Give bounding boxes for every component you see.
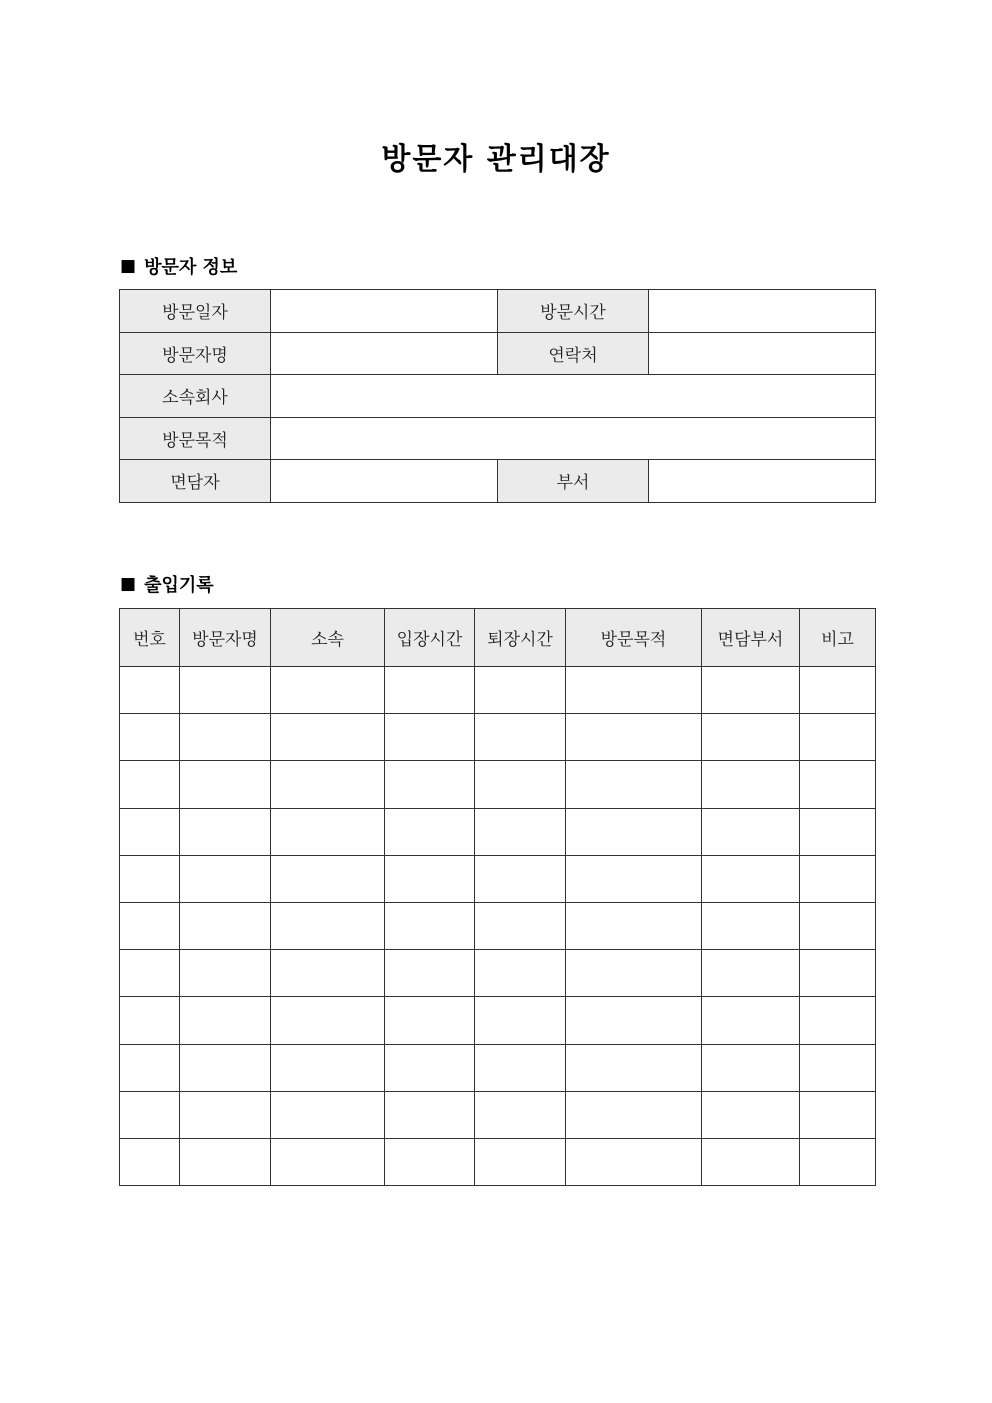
contact-label: 연락처	[498, 332, 649, 375]
visit-time-field[interactable]	[649, 290, 876, 333]
table-row	[120, 667, 876, 714]
column-header-exit-time: 퇴장시간	[475, 609, 566, 667]
table-cell[interactable]	[180, 1091, 271, 1138]
column-header-purpose: 방문목적	[566, 609, 702, 667]
visitor-info-title: 방문자 정보	[144, 257, 238, 278]
table-cell[interactable]	[120, 1138, 180, 1185]
table-cell[interactable]	[120, 902, 180, 949]
company-label: 소속회사	[120, 375, 271, 418]
table-cell[interactable]	[702, 1091, 800, 1138]
table-cell[interactable]	[475, 902, 566, 949]
table-row	[120, 950, 876, 997]
table-cell[interactable]	[566, 1044, 702, 1091]
table-cell[interactable]	[702, 1138, 800, 1185]
interviewer-field[interactable]	[271, 460, 498, 503]
table-cell[interactable]	[385, 1091, 475, 1138]
entry-log-title: 출입기록	[144, 575, 214, 596]
table-cell[interactable]	[800, 855, 876, 902]
department-field[interactable]	[649, 460, 876, 503]
table-cell[interactable]	[180, 714, 271, 761]
table-row	[120, 1044, 876, 1091]
visitor-name-label: 방문자명	[120, 332, 271, 375]
table-cell[interactable]	[180, 761, 271, 808]
column-header-visitor-name: 방문자명	[180, 609, 271, 667]
table-cell[interactable]	[385, 997, 475, 1044]
table-cell[interactable]	[475, 1138, 566, 1185]
table-cell[interactable]	[475, 1044, 566, 1091]
table-cell[interactable]	[566, 1091, 702, 1138]
table-cell[interactable]	[271, 950, 385, 997]
table-cell[interactable]	[566, 667, 702, 714]
table-cell[interactable]	[271, 855, 385, 902]
visitor-info-table	[119, 289, 876, 503]
table-cell[interactable]	[385, 808, 475, 855]
table-cell[interactable]	[385, 667, 475, 714]
purpose-label: 방문목적	[120, 417, 271, 460]
table-cell[interactable]	[566, 1138, 702, 1185]
visit-date-label: 방문일자	[120, 290, 271, 333]
table-cell[interactable]	[702, 761, 800, 808]
table-cell[interactable]	[271, 997, 385, 1044]
table-cell[interactable]	[385, 902, 475, 949]
table-cell[interactable]	[800, 714, 876, 761]
table-cell[interactable]	[120, 761, 180, 808]
table-cell[interactable]	[702, 855, 800, 902]
interviewer-label: 면담자	[120, 460, 271, 503]
square-bullet-icon: ■	[120, 574, 137, 594]
table-row	[120, 997, 876, 1044]
table-cell[interactable]	[385, 761, 475, 808]
table-cell[interactable]	[566, 714, 702, 761]
entry-log-table	[119, 608, 876, 1186]
table-row	[120, 714, 876, 761]
table-cell[interactable]	[120, 1044, 180, 1091]
table-cell[interactable]	[385, 714, 475, 761]
table-row	[120, 1091, 876, 1138]
table-row	[120, 855, 876, 902]
table-row	[120, 1138, 876, 1185]
column-header-entry-time: 입장시간	[385, 609, 475, 667]
column-header-number: 번호	[120, 609, 180, 667]
table-cell[interactable]	[800, 950, 876, 997]
table-cell[interactable]	[800, 667, 876, 714]
department-label: 부서	[498, 460, 649, 503]
table-cell[interactable]	[180, 808, 271, 855]
table-cell[interactable]	[120, 855, 180, 902]
table-cell[interactable]	[180, 1138, 271, 1185]
table-cell[interactable]	[702, 950, 800, 997]
table-cell[interactable]	[475, 761, 566, 808]
table-cell[interactable]	[385, 1138, 475, 1185]
table-cell[interactable]	[180, 997, 271, 1044]
table-row	[120, 902, 876, 949]
company-field[interactable]	[271, 375, 876, 418]
table-cell[interactable]	[702, 1044, 800, 1091]
visitor-name-field[interactable]	[271, 332, 498, 375]
table-cell[interactable]	[475, 855, 566, 902]
table-cell[interactable]	[271, 902, 385, 949]
column-header-department: 면담부서	[702, 609, 800, 667]
table-cell[interactable]	[475, 950, 566, 997]
table-cell[interactable]	[120, 950, 180, 997]
table-cell[interactable]	[271, 761, 385, 808]
entry-log-heading	[120, 571, 214, 597]
table-cell[interactable]	[475, 808, 566, 855]
table-cell[interactable]	[271, 1091, 385, 1138]
visit-date-field[interactable]	[271, 290, 498, 333]
table-cell[interactable]	[702, 997, 800, 1044]
table-cell[interactable]	[120, 808, 180, 855]
table-cell[interactable]	[120, 714, 180, 761]
contact-field[interactable]	[649, 332, 876, 375]
table-cell[interactable]	[566, 855, 702, 902]
table-cell[interactable]	[120, 997, 180, 1044]
purpose-field[interactable]	[271, 417, 876, 460]
table-cell[interactable]	[800, 1091, 876, 1138]
table-cell[interactable]	[271, 808, 385, 855]
column-header-affiliation: 소속	[271, 609, 385, 667]
table-cell[interactable]	[702, 902, 800, 949]
visit-time-label: 방문시간	[498, 290, 649, 333]
table-cell[interactable]	[702, 714, 800, 761]
table-cell[interactable]	[180, 950, 271, 997]
table-row	[120, 808, 876, 855]
table-cell[interactable]	[180, 1044, 271, 1091]
table-cell[interactable]	[475, 667, 566, 714]
table-cell[interactable]	[385, 950, 475, 997]
table-cell[interactable]	[120, 1091, 180, 1138]
table-cell[interactable]	[800, 808, 876, 855]
table-cell[interactable]	[800, 997, 876, 1044]
page-title: 방문자 관리대장	[381, 142, 611, 177]
table-cell[interactable]	[180, 855, 271, 902]
table-cell[interactable]	[385, 1044, 475, 1091]
table-cell[interactable]	[180, 902, 271, 949]
table-row	[120, 761, 876, 808]
table-cell[interactable]	[271, 667, 385, 714]
table-cell[interactable]	[475, 714, 566, 761]
table-cell[interactable]	[475, 1091, 566, 1138]
visitor-info-heading	[120, 253, 237, 279]
table-cell[interactable]	[271, 714, 385, 761]
table-cell[interactable]	[800, 1138, 876, 1185]
table-cell[interactable]	[702, 808, 800, 855]
table-cell[interactable]	[566, 761, 702, 808]
table-cell[interactable]	[475, 997, 566, 1044]
table-cell[interactable]	[271, 1138, 385, 1185]
table-cell[interactable]	[800, 761, 876, 808]
table-cell[interactable]	[800, 1044, 876, 1091]
table-cell[interactable]	[120, 667, 180, 714]
table-cell[interactable]	[180, 667, 271, 714]
table-cell[interactable]	[271, 1044, 385, 1091]
entry-log-header-row	[120, 609, 876, 667]
table-cell[interactable]	[566, 902, 702, 949]
table-cell[interactable]	[566, 997, 702, 1044]
column-header-remarks: 비고	[800, 609, 876, 667]
table-cell[interactable]	[385, 855, 475, 902]
square-bullet-icon: ■	[120, 256, 137, 276]
table-cell[interactable]	[800, 902, 876, 949]
table-cell[interactable]	[566, 950, 702, 997]
table-cell[interactable]	[566, 808, 702, 855]
table-cell[interactable]	[702, 667, 800, 714]
